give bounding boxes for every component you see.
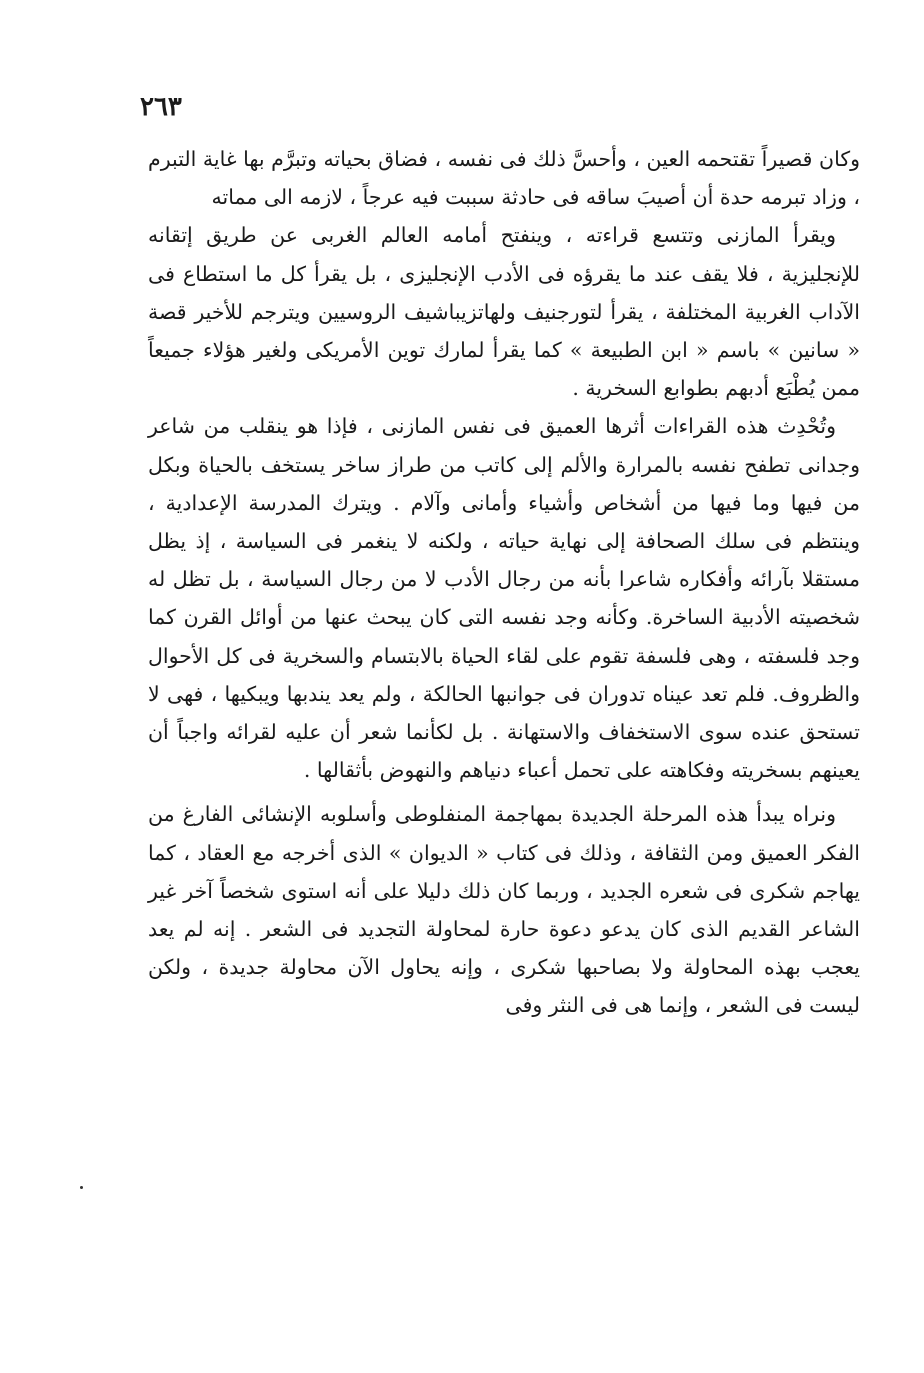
margin-mark bbox=[80, 1186, 83, 1189]
page-number: ٢٦٣ bbox=[140, 92, 182, 122]
paragraph-1: وكان قصيراً تقتحمه العين ، وأحسَّ ذلك فى نفسه ، فضاق بحياته وتبرَّم بها غاية التبرم ، وزاد تبرمه حدة أن أصيبَ ساقه فى حادثة سببت فيه عرجاً ، لازمه الى مماته bbox=[148, 147, 860, 210]
paragraph-4: ونراه يبدأ هذه المرحلة الجديدة بمهاجمة المنفلوطى وأسلوبه الإنشائى الفارغ من الفكر العميق ومن الثقافة ، وذلك فى كتاب « الديوان » الذى أخرجه مع العقاد ، كما يهاجم شكرى فى شعره الجديد ، وربما كان ذلك دليلا على أنه استوى شخصاً آخر غير الشاعر القديم الذى كان يدعو دعوة حارة لمحاولة التجديد فى الشعر . إنه لم يعد يعجب بهذه المحاولة ولا بصاحبها شكرى ، وإنه يحاول الآن محاولة جديدة ، ولكن ليست فى الشعر ، وإنما هى فى النثر وفى bbox=[148, 802, 860, 1018]
body-text bbox=[148, 140, 860, 1025]
paragraph-3: وتُحْدِث هذه القراءات أثرها العميق فى نفس المازنى ، فإذا هو ينقلب من شاعر وجدانى تطفح نفسه بالمرارة والألم إلى كاتب من طراز ساخر يستخف بالحياة وبكل من فيها وما فيها من أشخاص وأشياء وأمانى وآلام . ويترك المدرسة الإعدادية ، وينتظم فى سلك الصحافة إلى نهاية حياته ، ولكنه لا ينغمر فى السياسة ، إذ يظل مستقلا بآرائه وأفكاره شاعرا بأنه من رجال الأدب لا من رجال السياسة ، بل تظل له شخصيته الأدبية الساخرة. وكأنه وجد نفسه التى كان يبحث عنها من أوائل القرن كما وجد فلسفته ، وهى فلسفة تقوم على لقاء الحياة بالابتسام والسخرية فى كل الأحوال والظروف. فلم تعد عيناه تدوران فى جوانبها الحالكة ، ولم يعد يندبها ويبكيها ، فهى لا تستحق عنده سوى الاستخفاف والاستهانة . بل لكأنما شعر أن عليه لقرائه واجباً أن يعينهم بسخريته وفكاهته على تحمل أعباء دنياهم والنهوض بأثقالها . bbox=[148, 414, 860, 783]
paragraph-2: ويقرأ المازنى وتتسع قراءته ، وينفتح أمامه العالم الغربى عن طريق إتقانه للإنجليزية ، فلا يقف عند ما يقرؤه فى الأدب الإنجليزى ، بل يقرأ كل ما استطاع فى الآداب الغربية المختلفة ، يقرأ لتورجنيف ولهاتزيباشيف الروسيين ويترجم للأخير قصة « سانين » باسم « ابن الطبيعة » كما يقرأ لمارك توين الأمريكى ولغير هؤلاء جميعاً ممن يُطْبَع أدبهم بطوابع السخرية . bbox=[148, 223, 860, 401]
